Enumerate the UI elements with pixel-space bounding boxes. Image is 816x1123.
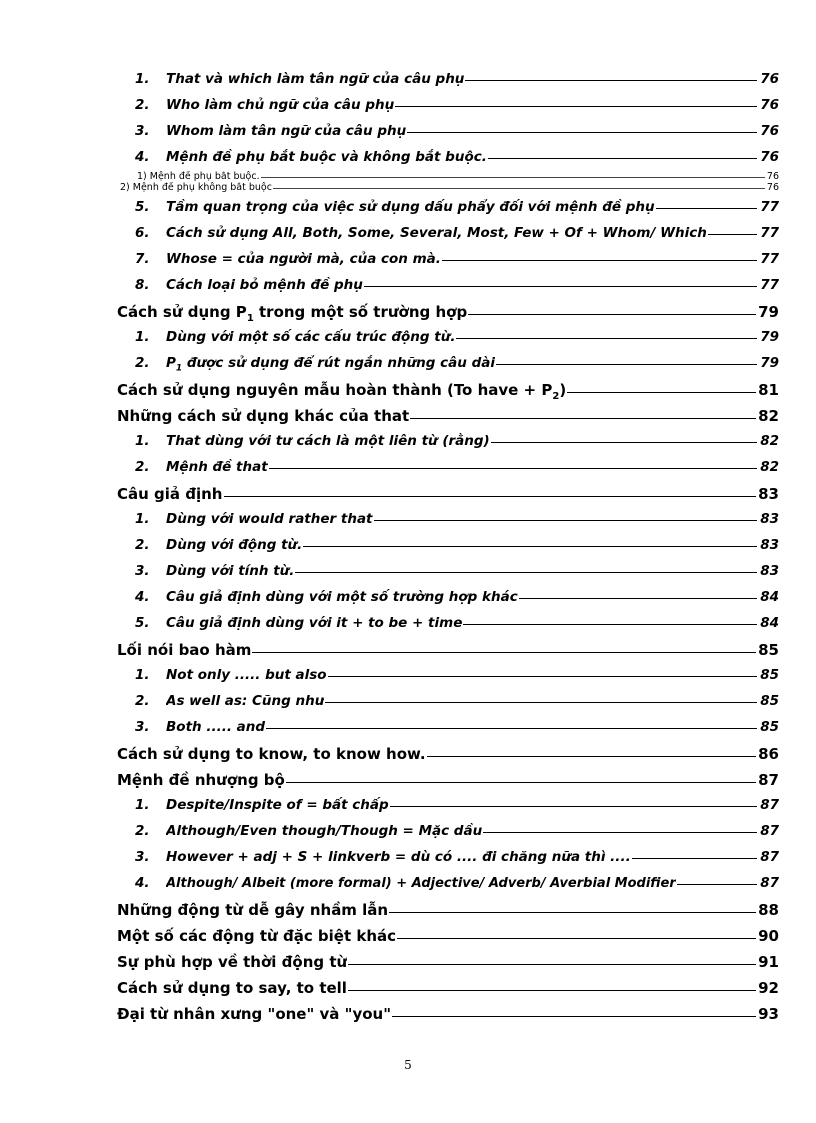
toc-entry-title: Mệnh đề that: [166, 459, 268, 475]
toc-entry[interactable]: [117, 875, 779, 901]
toc-entry[interactable]: [117, 277, 779, 303]
toc-entry-page: 88: [758, 901, 779, 919]
toc-entry-page: 76: [760, 71, 779, 87]
toc-entry-page: 76: [760, 149, 779, 165]
toc-entry-page: 93: [758, 1005, 779, 1023]
dot-leader: [325, 702, 757, 703]
toc-entry-page: 82: [760, 459, 779, 475]
toc-entry-number: 1.: [135, 433, 150, 449]
toc-entry-number: 1.: [135, 511, 150, 527]
dot-leader: [463, 624, 757, 625]
toc-entry-page: 76: [760, 97, 779, 113]
toc-section-entry[interactable]: [117, 407, 779, 433]
toc-entry[interactable]: [117, 537, 779, 563]
toc-entry-page: 87: [758, 771, 779, 789]
toc-entry-title: Mệnh đề phụ bắt buộc và không bắt buộc.: [166, 149, 487, 165]
toc-entry-page: 77: [760, 199, 779, 215]
toc-entry-page: 81: [758, 381, 779, 399]
toc-entry-number: 1.: [135, 797, 150, 813]
toc-entry[interactable]: [117, 71, 779, 97]
toc-entry-page: 90: [758, 927, 779, 945]
toc-entry-title: Both ..... and: [166, 719, 266, 735]
toc-entry[interactable]: [117, 719, 779, 745]
dot-leader: [427, 756, 757, 757]
dot-leader: [348, 964, 756, 965]
toc-entry-title: As well as: Cũng như: [166, 693, 325, 709]
toc-entry[interactable]: [117, 563, 779, 589]
toc-entry[interactable]: [117, 823, 779, 849]
toc-entry-page: 83: [760, 563, 779, 579]
toc-entry-number: 2.: [135, 823, 150, 839]
dot-leader: [656, 208, 757, 209]
toc-entry-page: 83: [760, 511, 779, 527]
toc-entry[interactable]: [117, 329, 779, 355]
dot-leader: [456, 338, 757, 339]
toc-entry-title: Câu giả định dùng với một số trường hợp khác: [166, 589, 518, 605]
toc-entry-title: Những cách sử dụng khác của that: [117, 407, 410, 425]
toc-section-entry[interactable]: [117, 745, 779, 771]
toc-entry-page: 86: [758, 745, 779, 763]
toc-entry-title: Cách sử dụng $P_1$ trong một số trường hợp: [117, 303, 468, 324]
dot-leader: [374, 520, 757, 521]
toc-entry[interactable]: [117, 433, 779, 459]
dot-leader: [269, 468, 757, 469]
dot-leader: [286, 782, 756, 783]
toc-entry-title: Câu giả định: [117, 485, 223, 503]
toc-entry-title: Cách loại bỏ mệnh đề phụ: [166, 277, 363, 293]
toc-entry[interactable]: [117, 615, 779, 641]
toc-entry[interactable]: [117, 511, 779, 537]
toc-entry-number: 2.: [135, 459, 150, 475]
toc-entry-number: 6.: [135, 225, 150, 241]
toc-entry-title: Một số các động từ đặc biệt khác: [117, 927, 397, 945]
toc-section-entry[interactable]: [117, 927, 779, 953]
dot-leader: [348, 990, 756, 991]
toc-entry[interactable]: [117, 589, 779, 615]
toc-entry-number: 5.: [135, 199, 150, 215]
toc-entry[interactable]: [117, 199, 779, 225]
toc-entry-title: Whom làm tân ngữ của câu phụ: [166, 123, 407, 139]
toc-entry-title: Cách sử dụng to know, to know how.: [117, 745, 426, 763]
toc-entry[interactable]: [117, 171, 779, 182]
toc-entry-number: 1.: [135, 71, 150, 87]
page-number: 5: [404, 1058, 412, 1072]
dot-leader: [295, 572, 757, 573]
toc-entry-title: Dùng với một số các cấu trúc động từ.: [166, 329, 456, 345]
toc-entry-title: Dùng với tính từ.: [166, 563, 295, 579]
dot-leader: [266, 728, 757, 729]
toc-entry[interactable]: [117, 182, 779, 193]
toc-entry[interactable]: [117, 797, 779, 823]
toc-entry-number: 3.: [135, 849, 150, 865]
toc-entry-title: Lối nói bao hàm: [117, 641, 252, 659]
toc-entry-page: 85: [760, 693, 779, 709]
toc-entry-number: 3.: [135, 719, 150, 735]
toc-entry-title: Dùng với would rather that: [166, 511, 373, 527]
toc-entry-title: Although/Even though/Though = Mặc dầu: [166, 823, 483, 839]
dot-leader: [392, 1016, 756, 1017]
toc-entry-page: 77: [760, 277, 779, 293]
toc-entry-page: 87: [760, 823, 779, 839]
toc-entry-page: 85: [758, 641, 779, 659]
toc-entry-title: However + adj + S + linkverb = dù có .... đi chăng nữa thì ....: [166, 849, 631, 865]
dot-leader: [567, 392, 756, 393]
toc-section-entry[interactable]: [117, 485, 779, 511]
dot-leader: [395, 106, 757, 107]
dot-leader: [491, 442, 757, 443]
dot-leader: [496, 364, 757, 365]
toc-entry-title: That và which làm tân ngữ của câu phụ: [166, 71, 465, 87]
toc-entry-page: 77: [760, 251, 779, 267]
toc-entry[interactable]: [117, 123, 779, 149]
toc-entry-title: Mệnh đề nhượng bộ: [117, 771, 285, 789]
toc-entry[interactable]: [117, 667, 779, 693]
dot-leader: [407, 132, 757, 133]
toc-entry-title: Câu giả định dùng với it + to be + time: [166, 615, 463, 631]
toc-entry-title: Dùng với động từ.: [166, 537, 303, 553]
toc-entry-title: Sự phù hợp về thời động từ: [117, 953, 348, 971]
toc-entry-title: Not only ..... but also: [166, 667, 327, 683]
toc-entry-page: 79: [760, 329, 779, 345]
dot-leader: [468, 314, 756, 315]
toc-entry-title: Những động từ dễ gây nhầm lẫn: [117, 901, 389, 919]
toc-entry-number: 2.: [135, 355, 150, 371]
toc-entry-title: 1) Mệnh đề phụ bắt buộc.: [137, 171, 260, 182]
toc-section-entry[interactable]: [117, 381, 779, 407]
toc-entry-title: Đại từ nhân xưng "one" và "you": [117, 1005, 392, 1023]
dot-leader: [519, 598, 757, 599]
dot-leader: [708, 234, 757, 235]
dot-leader: [328, 676, 757, 677]
toc-entry-number: 2.: [135, 537, 150, 553]
toc-entry-number: 1.: [135, 667, 150, 683]
toc-entry-page: 76: [766, 182, 779, 193]
toc-entry-page: 79: [758, 303, 779, 321]
dot-leader: [483, 832, 757, 833]
toc-entry-number: 3.: [135, 563, 150, 579]
toc-section-entry[interactable]: [117, 1005, 779, 1031]
toc-entry-page: 84: [760, 615, 779, 631]
dot-leader: [442, 260, 757, 261]
toc-entry-number: 3.: [135, 123, 150, 139]
dot-leader: [224, 496, 757, 497]
toc-entry-title: Whose = của người mà, của con mà.: [166, 251, 441, 267]
toc-entry[interactable]: [117, 97, 779, 123]
toc-entry-page: 83: [760, 537, 779, 553]
toc-entry[interactable]: [117, 355, 779, 381]
toc-entry-number: 5.: [135, 615, 150, 631]
dot-leader: [252, 652, 756, 653]
toc-entry-title: Cách sử dụng to say, to tell: [117, 979, 347, 997]
dot-leader: [488, 158, 757, 159]
dot-leader: [303, 546, 757, 547]
toc-entry-number: 2.: [135, 693, 150, 709]
dot-leader: [389, 912, 756, 913]
toc-entry-title: $P_1$ được sử dụng để rút ngắn những câu dài: [166, 355, 495, 374]
toc-entry-title: Who làm chủ ngữ của câu phụ: [166, 97, 395, 113]
toc-entry-page: 79: [760, 355, 779, 371]
toc-entry-number: 4.: [135, 875, 150, 891]
toc-entry-number: 4.: [135, 589, 150, 605]
toc-entry-page: 92: [758, 979, 779, 997]
toc-entry[interactable]: [117, 693, 779, 719]
toc-entry[interactable]: [117, 849, 779, 875]
toc-entry-page: 83: [758, 485, 779, 503]
toc-entry[interactable]: [117, 149, 779, 171]
toc-entry-title: Although/ Albeit (more formal) + Adjective/ Adverb/ Averbial Modifier: [166, 876, 676, 891]
toc-entry[interactable]: [117, 459, 779, 485]
toc-section-entry[interactable]: [117, 303, 779, 329]
toc-entry-page: 76: [766, 171, 779, 182]
toc-entry-title: Cách sử dụng nguyên mẫu hoàn thành (To have + $P_2$): [117, 381, 567, 402]
toc-entry-page: 76: [760, 123, 779, 139]
toc-entry-page: 84: [760, 589, 779, 605]
dot-leader: [410, 418, 756, 419]
toc-section-entry[interactable]: [117, 953, 779, 979]
toc-section-entry[interactable]: [117, 979, 779, 1005]
toc-entry-title: Despite/Inspite of = bất chấp: [166, 797, 389, 813]
toc-entry-page: 77: [760, 225, 779, 241]
toc-entry-page: 87: [760, 849, 779, 865]
table-of-contents: [117, 71, 779, 1031]
dot-leader: [677, 884, 757, 885]
dot-leader: [364, 286, 757, 287]
toc-entry[interactable]: [117, 251, 779, 277]
toc-entry-number: 7.: [135, 251, 150, 267]
toc-entry-title: 2) Mệnh đề phụ không bắt buộc: [120, 182, 272, 193]
dot-leader: [397, 938, 756, 939]
toc-section-entry[interactable]: [117, 641, 779, 667]
toc-entry-page: 85: [760, 719, 779, 735]
toc-entry-page: 87: [760, 797, 779, 813]
toc-entry-title: Tầm quan trọng của việc sử dụng dấu phẩy đối với mệnh đề phụ: [166, 199, 655, 215]
toc-section-entry[interactable]: [117, 901, 779, 927]
toc-entry-page: 85: [760, 667, 779, 683]
toc-entry-number: 4.: [135, 149, 150, 165]
toc-entry-page: 87: [760, 875, 779, 891]
toc-entry-title: Cách sử dụng All, Both, Some, Several, Most, Few + Of + Whom/ Which: [166, 225, 707, 241]
toc-entry-number: 1.: [135, 329, 150, 345]
dot-leader: [390, 806, 757, 807]
toc-entry-title: That dùng với tư cách là một liên từ (rằng): [166, 433, 490, 449]
dot-leader: [273, 188, 765, 189]
toc-entry-number: 8.: [135, 277, 150, 293]
toc-entry-number: 2.: [135, 97, 150, 113]
toc-section-entry[interactable]: [117, 771, 779, 797]
toc-entry-page: 82: [758, 407, 779, 425]
toc-entry[interactable]: [117, 225, 779, 251]
toc-entry-page: 91: [758, 953, 779, 971]
dot-leader: [261, 177, 765, 178]
dot-leader: [465, 80, 757, 81]
dot-leader: [632, 858, 757, 859]
toc-entry-page: 82: [760, 433, 779, 449]
